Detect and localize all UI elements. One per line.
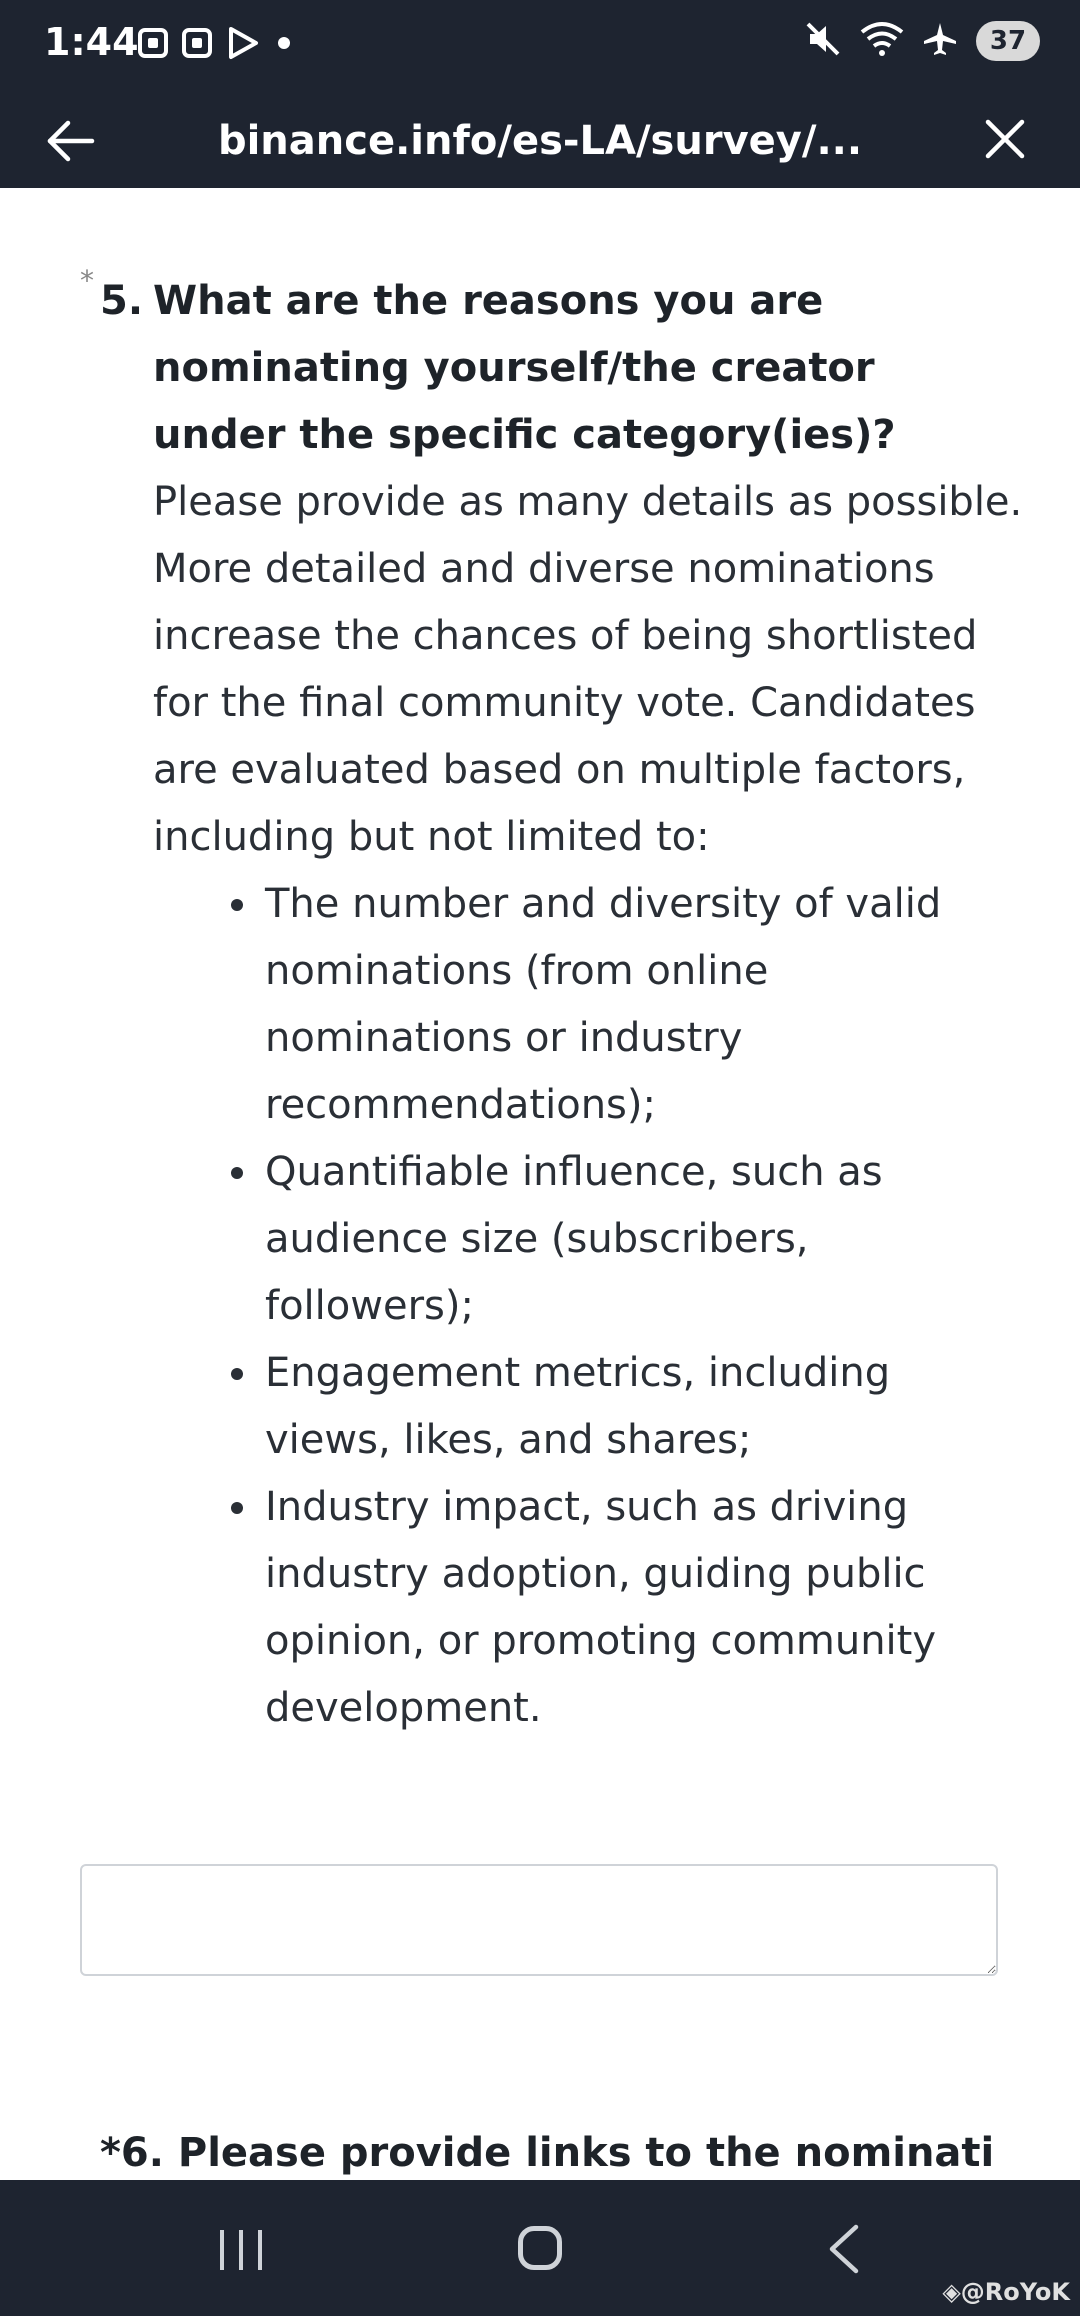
list-item: Quantifiable influence, such as audience size (subscribers, followers); [265, 1139, 965, 1340]
notification-dot-icon [274, 33, 294, 53]
page-url: binance.info/es-LA/survey/... [217, 118, 863, 164]
question-header [0, 264, 1080, 469]
survey-content [0, 188, 1080, 2188]
status-icons-left [138, 26, 294, 60]
question-description: Please provide as many details as possible. More detailed and diverse nominations increase the chances of being shortlisted for the final community vote. Candidates are evaluated based on multiple factors, including but not limited to: [153, 479, 1023, 860]
next-question-peek [0, 2130, 1080, 2180]
arrow-left-icon[interactable] [46, 116, 96, 166]
list-item: Engagement metrics, including views, likes, and shares; [265, 1340, 965, 1474]
survey-question [0, 264, 1080, 1742]
system-back-icon[interactable] [826, 2224, 860, 2278]
airplane-icon [922, 21, 958, 61]
play-store-icon [226, 26, 260, 60]
watermark: ◈@RoYoK [942, 2278, 1070, 2306]
question-title: What are the reasons you are nominating yourself/the creator under the specific category(ies)? [153, 278, 896, 458]
browser-nav-bar [0, 92, 1080, 188]
system-navigation-bar [0, 2180, 1080, 2316]
screen-record-icon [182, 28, 212, 58]
mute-icon [804, 20, 842, 62]
question-number: 5. [100, 278, 144, 324]
next-question-title: *6. Please provide links to the nominati [100, 2130, 995, 2176]
required-marker: * [80, 264, 94, 297]
answer-textarea[interactable] [80, 1864, 998, 1976]
status-time: 1:44 [44, 20, 139, 64]
recent-apps-icon[interactable] [218, 2228, 264, 2276]
status-icons-right [804, 20, 1040, 62]
screenshot-icon [138, 28, 168, 58]
wifi-icon [860, 20, 904, 62]
list-item: The number and diversity of valid nominations (from online nominations or industry recommendations); [265, 871, 965, 1139]
home-icon[interactable] [518, 2226, 562, 2270]
status-bar [0, 0, 1080, 92]
close-icon[interactable] [980, 114, 1030, 164]
list-item: Industry impact, such as driving industry adoption, guiding public opinion, or promoting community development. [265, 1474, 965, 1742]
criteria-list [0, 871, 965, 1742]
battery-indicator: 37 [976, 21, 1040, 61]
